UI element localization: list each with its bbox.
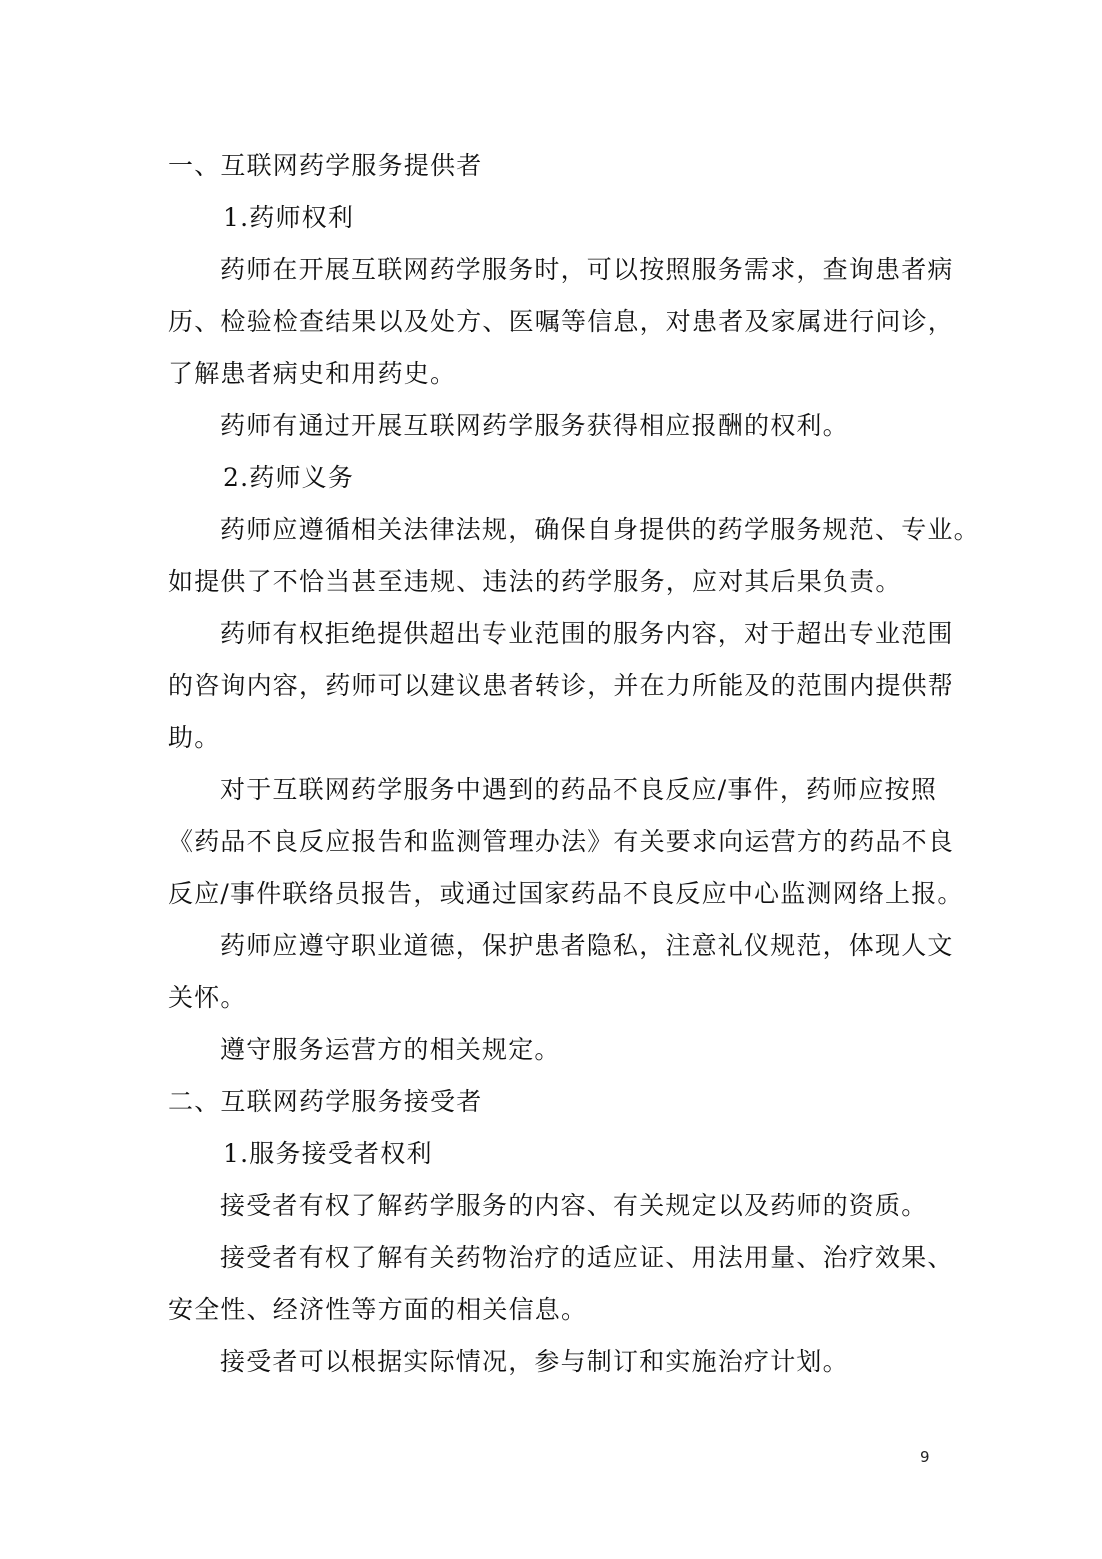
- paragraph-line: 助。: [168, 723, 221, 752]
- subsection-heading: 1.药师权利: [223, 203, 355, 232]
- paragraph-line: 《药品不良反应报告和监测管理办法》有关要求向运营方的药品不良: [168, 827, 955, 856]
- paragraph-line: 药师有权拒绝提供超出专业范围的服务内容，对于超出专业范围: [220, 619, 954, 648]
- paragraph-line: 药师有通过开展互联网药学服务获得相应报酬的权利。: [220, 411, 849, 440]
- subsection-heading: 2.药师义务: [223, 463, 355, 492]
- document-body: [168, 140, 980, 1388]
- paragraph-line: 如提供了不恰当甚至违规、违法的药学服务，应对其后果负责。: [168, 567, 902, 596]
- paragraph-line: 药师在开展互联网药学服务时，可以按照服务需求，查询患者病: [220, 255, 954, 284]
- paragraph-line: 对于互联网药学服务中遇到的药品不良反应/事件，药师应按照: [220, 775, 938, 804]
- section-heading: 一、互联网药学服务提供者: [168, 151, 483, 180]
- subsection-heading: 1.服务接受者权利: [223, 1139, 433, 1168]
- paragraph-line: 了解患者病史和用药史。: [168, 359, 457, 388]
- paragraph-line: 关怀。: [168, 983, 247, 1012]
- paragraph-line: 历、检验检查结果以及处方、医嘱等信息，对患者及家属进行问诊，: [168, 307, 955, 336]
- paragraph-line: 的咨询内容，药师可以建议患者转诊，并在力所能及的范围内提供帮: [168, 671, 955, 700]
- paragraph-line: 接受者有权了解有关药物治疗的适应证、用法用量、治疗效果、: [220, 1243, 954, 1272]
- section-heading: 二、互联网药学服务接受者: [168, 1087, 483, 1116]
- paragraph-line: 安全性、经济性等方面的相关信息。: [168, 1295, 588, 1324]
- paragraph-line: 接受者可以根据实际情况，参与制订和实施治疗计划。: [220, 1347, 849, 1376]
- paragraph-line: 遵守服务运营方的相关规定。: [220, 1035, 561, 1064]
- paragraph-line: 药师应遵守职业道德，保护患者隐私，注意礼仪规范，体现人文: [220, 931, 954, 960]
- page-number: 9: [920, 1448, 930, 1466]
- paragraph-line: 接受者有权了解药学服务的内容、有关规定以及药师的资质。: [220, 1191, 928, 1220]
- paragraph-line: 药师应遵循相关法律法规，确保自身提供的药学服务规范、专业。: [220, 515, 980, 544]
- paragraph-line: 反应/事件联络员报告，或通过国家药品不良反应中心监测网络上报。: [168, 879, 964, 908]
